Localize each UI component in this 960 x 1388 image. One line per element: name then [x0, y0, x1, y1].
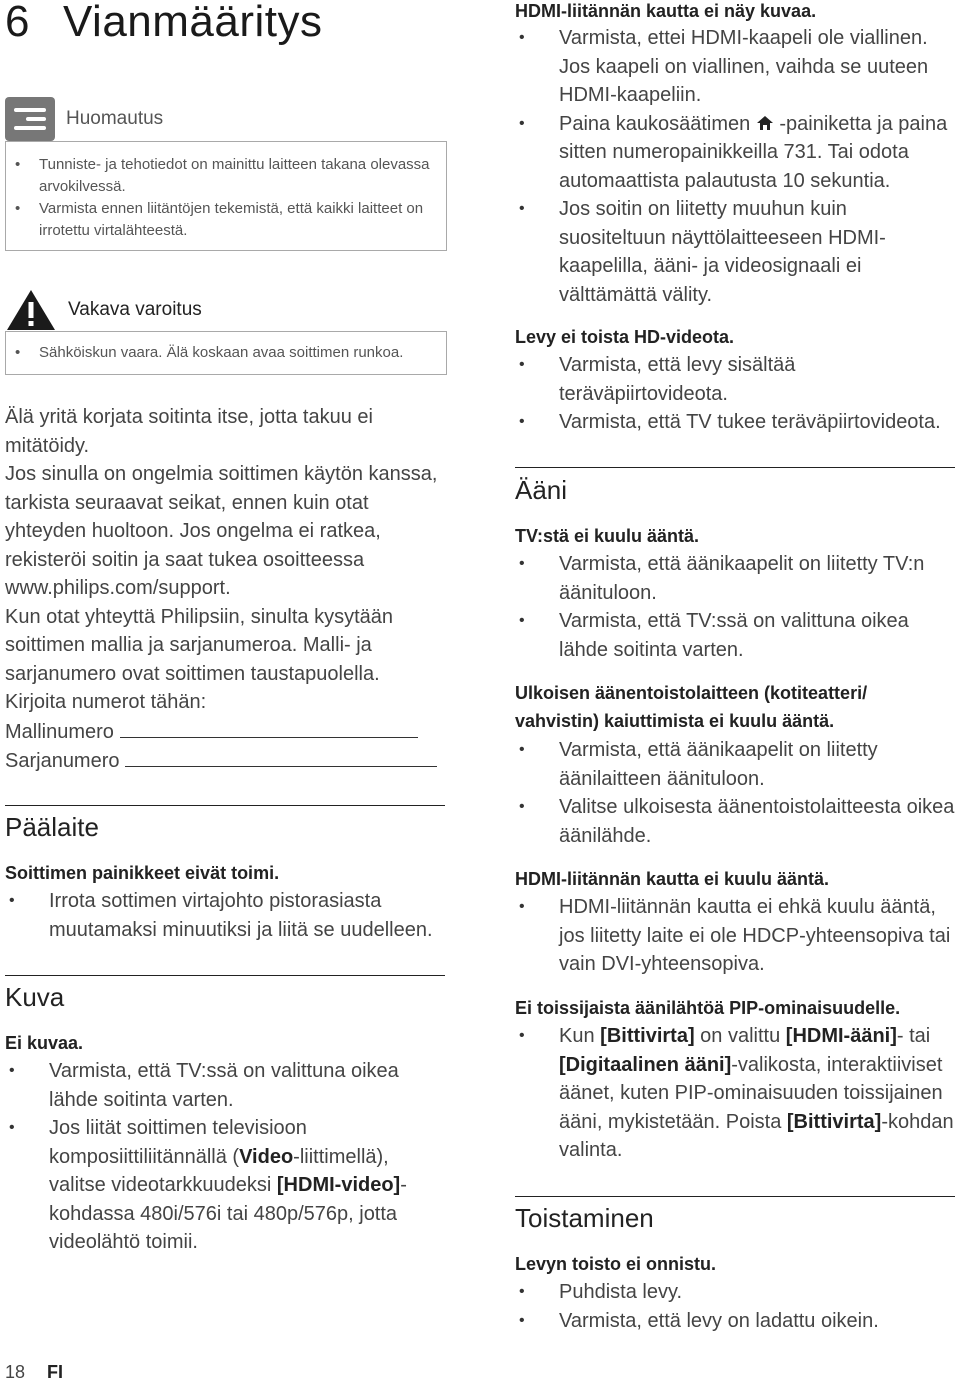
section-divider	[515, 467, 955, 468]
note-item: • Tunniste- ja tehotiedot on mainittu laitteen takana olevassa arvokilvessä.	[39, 154, 446, 198]
warning-header	[5, 288, 202, 332]
home-icon	[756, 115, 774, 131]
chapter-heading	[5, 0, 323, 48]
warning-icon	[5, 288, 57, 332]
warning-title: Vakava varoitus	[68, 299, 202, 320]
sound-pip-item: • Kun [Bittivirta] on valittu [HDMI-ääni]- tai [Digitaalinen ääni]-valikosta, interaktiiviset äänet, kuten PIP-ominaisuuden toissijainen ääni, mykistetään. Poista [Bittivirta]-kohdan valinta.	[559, 1022, 957, 1165]
hdmi-image-list	[515, 24, 957, 309]
sound-problem-external: Ulkoisen äänentoistolaitteen (kotiteatteri/ vahvistin) kaiuttimista ei kuulu ääntä.	[515, 683, 868, 731]
sound-tv-item: • Varmista, että äänikaapelit on liitetty TV:n äänituloon.	[559, 550, 957, 607]
sound-external-list	[515, 736, 957, 850]
hd-video-problem: Levy ei toista HD-videota.	[515, 327, 735, 347]
note-title: Huomautus	[66, 108, 164, 129]
hd-video-item: • Varmista, että TV tukee teräväpiirtovideota.	[559, 408, 957, 437]
warning-list	[6, 332, 446, 364]
warning-box	[5, 331, 447, 375]
sound-tv-item: • Varmista, että TV:ssä on valittuna oikea lähde soitinta varten.	[559, 607, 957, 664]
model-number-blank[interactable]	[120, 717, 418, 738]
sound-heading: Ääni	[515, 475, 568, 505]
playback-problem: Levyn toisto ei onnistu.	[515, 1254, 717, 1274]
main-unit-list	[5, 887, 445, 944]
note-header	[5, 97, 163, 141]
picture-item: • Jos liität soittimen televisioon komposiittiliitännällä (Video-liittimellä), valitse videotarkkuudeksi [HDMI-video]-kohdassa 480i/576i tai 480p/576p, jotta videolähtö toimii.	[49, 1114, 445, 1257]
intro-paragraph-2: Jos sinulla on ongelmia soittimen käytön kanssa, tarkista seuraavat seikat, ennen kuin otat yhteyden huoltoon. Jos ongelma ei ratkea, rekisteröi soitin ja saat tukea osoitteessa www.philips.com/support.	[5, 463, 438, 599]
model-number-line	[5, 717, 445, 747]
chapter-number: 6	[5, 0, 30, 46]
intro-section	[5, 403, 445, 776]
section-divider	[5, 975, 445, 976]
chapter-title: Vianmääritys	[63, 0, 323, 46]
language-code: FI	[47, 1362, 64, 1382]
note-item: • Varmista ennen liitäntöjen tekemistä, että kaikki laitteet on irrotettu virtalähteestä.	[39, 198, 446, 242]
intro-paragraph-1: Älä yritä korjata soitinta itse, jotta takuu ei mitätöidy.	[5, 406, 373, 457]
playback-list	[515, 1278, 957, 1335]
sound-hdmi-list	[515, 893, 957, 979]
page-number: 18	[5, 1362, 26, 1382]
warning-item: • Sähköiskun vaara. Älä koskaan avaa soittimen runkoa.	[39, 342, 446, 364]
sound-problem-pip: Ei toissijaista äänilähtöä PIP-ominaisuudelle.	[515, 998, 901, 1018]
picture-list	[5, 1057, 445, 1257]
page-footer	[5, 1362, 63, 1383]
hdmi-image-item: • Jos soitin on liitetty muuhun kuin suositeltuun näyttölaitteeseen HDMI-kaapelilla, ääni- ja videosignaali ei välttämättä välity.	[559, 195, 957, 309]
sound-external-item: • Varmista, että äänikaapelit on liitetty äänilaitteen äänituloon.	[559, 736, 957, 793]
hd-video-list	[515, 351, 957, 437]
main-unit-heading: Päälaite	[5, 812, 99, 842]
picture-item: • Varmista, että TV:ssä on valittuna oikea lähde soitinta varten.	[49, 1057, 445, 1114]
playback-heading: Toistaminen	[515, 1203, 654, 1233]
note-icon	[5, 97, 55, 141]
hdmi-image-item: • Varmista, ettei HDMI-kaapeli ole viallinen. Jos kaapeli on viallinen, vaihda se uuteen HDMI-kaapeliin.	[559, 24, 957, 110]
sound-hdmi-item: • HDMI-liitännän kautta ei ehkä kuulu ääntä, jos liitetty laite ei ole HDCP-yhteensopiva tai vain DVI-yhteensopiva.	[559, 893, 957, 979]
section-divider	[515, 1196, 955, 1197]
sound-pip-list	[515, 1022, 957, 1165]
sound-external-item: • Valitse ulkoisesta äänentoistolaitteesta oikea äänilähde.	[559, 793, 957, 850]
intro-paragraph-3: Kun otat yhteyttä Philipsiin, sinulta kysytään soittimen mallia ja sarjanumeroa. Malli- ja sarjanumero ovat soittimen taustapuolella. Kirjoita numerot tähän:	[5, 605, 393, 713]
picture-problem-no-image: Ei kuvaa.	[5, 1033, 84, 1053]
playback-item: • Varmista, että levy on ladattu oikein.	[559, 1307, 957, 1336]
sound-problem-hdmi: HDMI-liitännän kautta ei kuulu ääntä.	[515, 869, 830, 889]
sound-tv-list	[515, 550, 957, 664]
serial-number-blank[interactable]	[125, 746, 437, 767]
hdmi-image-item: • Paina kaukosäätimen -painiketta ja paina sitten numeropainikkeilla 731. Tai odota automaattista palautusta 10 sekuntia.	[559, 110, 957, 196]
model-number-label: Mallinumero	[5, 720, 114, 743]
picture-heading: Kuva	[5, 982, 65, 1012]
sound-problem-tv: TV:stä ei kuulu ääntä.	[515, 526, 700, 546]
note-box	[5, 141, 447, 251]
main-unit-item: • Irrota sottimen virtajohto pistorasiasta muutamaksi minuutiksi ja liitä se uudelleen.	[49, 887, 445, 944]
main-unit-problem: Soittimen painikkeet eivät toimi.	[5, 863, 280, 883]
serial-number-label: Sarjanumero	[5, 750, 120, 772]
note-list	[6, 142, 446, 242]
serial-number-line	[5, 746, 445, 776]
playback-item: • Puhdista levy.	[559, 1278, 957, 1307]
hdmi-no-image-problem: HDMI-liitännän kautta ei näy kuvaa.	[515, 1, 817, 21]
hd-video-item: • Varmista, että levy sisältää teräväpiirtovideota.	[559, 351, 957, 408]
section-divider	[5, 805, 445, 806]
